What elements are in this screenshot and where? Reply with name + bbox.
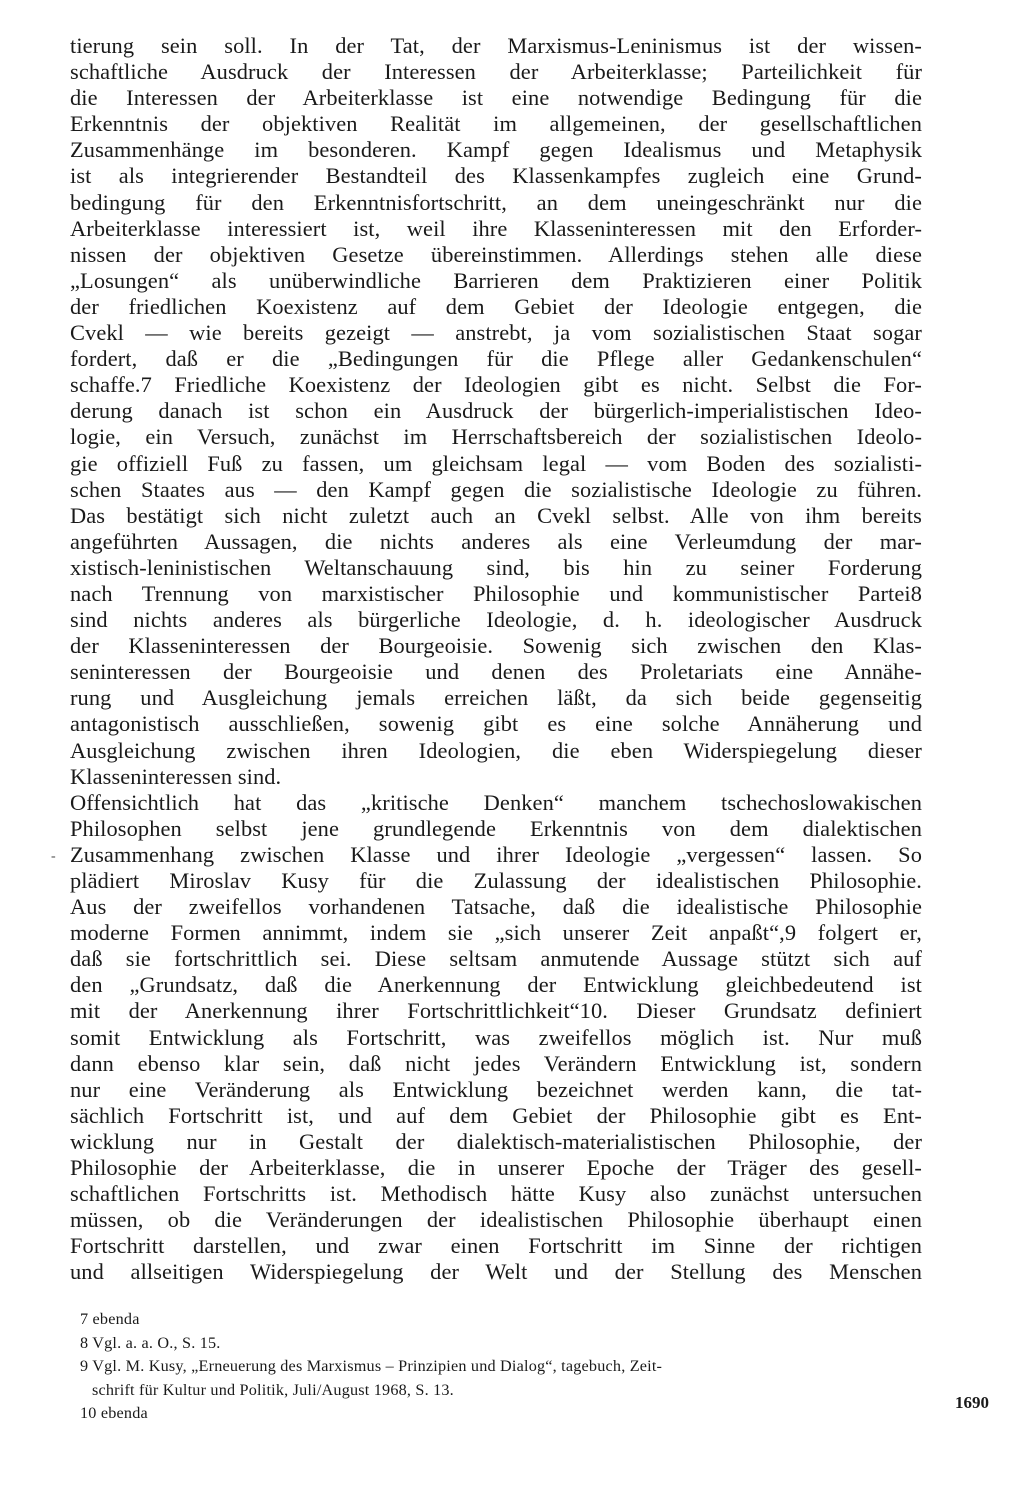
text-line: derung danach ist schon ein Ausdruck der bürgerlich-imperialistischen Ideo- bbox=[70, 398, 922, 424]
text-line: sind nichts anderes als bürgerliche Ideologie, d. h. ideologischer Ausdruck bbox=[70, 607, 922, 633]
text-line: ist als integrierender Bestandteil des Klassenkampfes zugleich eine Grund- bbox=[70, 163, 922, 189]
text-line: Offensichtlich hat das „kritische Denken“ manchem tschechoslowakischen bbox=[70, 789, 922, 815]
text-line: nissen der objektiven Gesetze übereinstimmen. Allerdings stehen alle diese bbox=[70, 241, 922, 267]
text-line: logie, ein Versuch, zunächst im Herrschaftsbereich der sozialistischen Ideolo- bbox=[70, 424, 922, 450]
text-line: Philosophie der Arbeiterklasse, die in unserer Epoche der Träger des gesell- bbox=[70, 1155, 922, 1181]
text-line: Zusammenhang zwischen Klasse und ihrer Ideologie „vergessen“ lassen. So bbox=[70, 841, 922, 867]
footnotes bbox=[80, 1308, 930, 1426]
text-line: bedingung für den Erkenntnisfortschritt, an dem uneingeschränkt nur die bbox=[70, 189, 922, 215]
text-line: Erkenntnis der objektiven Realität im allgemeinen, der gesellschaftlichen bbox=[70, 111, 922, 137]
text-line: seninteressen der Bourgeoisie und denen des Proletariats eine Annähe- bbox=[70, 659, 922, 685]
text-line: Cvekl — wie bereits gezeigt — anstrebt, ja vom sozialistischen Staat sogar bbox=[70, 320, 922, 346]
footnote-continuation: schrift für Kultur und Politik, Juli/August 1968, S. 13. bbox=[92, 1380, 454, 1399]
text-line: schen Staates aus — den Kampf gegen die sozialistische Ideologie zu führen. bbox=[70, 476, 922, 502]
text-line: Klasseninteressen sind. bbox=[70, 763, 282, 789]
text-line: schaffe.7 Friedliche Koexistenz der Ideologien gibt es nicht. Selbst die For- bbox=[70, 372, 922, 398]
footnote: 7 ebenda bbox=[80, 1310, 140, 1328]
text-line: den „Grundsatz, daß die Anerkennung der Entwicklung gleichbedeutend ist bbox=[70, 972, 922, 998]
text-line: der friedlichen Koexistenz auf dem Gebiet der Ideologie entgegen, die bbox=[70, 293, 922, 319]
text-line: Philosophen selbst jene grundlegende Erkenntnis von dem dialektischen bbox=[70, 815, 922, 841]
text-line: der Klasseninteressen der Bourgeoisie. Sowenig sich zwischen den Klas- bbox=[70, 633, 922, 659]
text-line: und allseitigen Widerspiegelung der Welt und der Stellung des Menschen bbox=[70, 1259, 922, 1285]
text-line: angeführten Aussagen, die nichts anderes als eine Verleumdung der mar- bbox=[70, 528, 922, 554]
footnote: 8 Vgl. a. a. O., S. 15. bbox=[80, 1333, 221, 1352]
text-line: schaftliche Ausdruck der Interessen der Arbeiterklasse; Parteilichkeit für bbox=[70, 59, 922, 85]
text-line: dann ebenso klar sein, daß nicht jedes Verändern Entwicklung ist, sondern bbox=[70, 1050, 922, 1076]
text-line: Das bestätigt sich nicht zuletzt auch an Cvekl selbst. Alle von ihm bereits bbox=[70, 502, 922, 528]
text-line: rung und Ausgleichung jemals erreichen läßt, da sich beide gegenseitig bbox=[70, 685, 922, 711]
text-line: wicklung nur in Gestalt der dialektisch-materialistischen Philosophie, der bbox=[70, 1128, 922, 1154]
text-line: sächlich Fortschritt ist, und auf dem Gebiet der Philosophie gibt es Ent- bbox=[70, 1102, 922, 1128]
text-line: moderne Formen annimmt, indem sie „sich unserer Zeit anpaßt“,9 folgert er, bbox=[70, 920, 922, 946]
text-line: tierung sein soll. In der Tat, der Marxismus-Leninismus ist der wissen- bbox=[70, 33, 922, 58]
text-line: somit Entwicklung als Fortschritt, was zweifellos möglich ist. Nur muß bbox=[70, 1024, 922, 1050]
text-line: fordert, daß er die „Bedingungen für die Pflege aller Gedankenschulen“ bbox=[70, 346, 922, 372]
footnote: 10 ebenda bbox=[80, 1404, 148, 1422]
text-line: gie offiziell Fuß zu fassen, um gleichsam legal — vom Boden des sozialisti- bbox=[70, 450, 922, 476]
text-line: die Interessen der Arbeiterklasse ist eine notwendige Bedingung für die bbox=[70, 85, 922, 111]
text-line: Ausgleichung zwischen ihren Ideologien, die eben Widerspiegelung dieser bbox=[70, 737, 922, 763]
text-line: „Losungen“ als unüberwindliche Barrieren dem Praktizieren einer Politik bbox=[70, 267, 922, 293]
text-line: antagonistisch ausschließen, sowenig gibt es eine solche Annäherung und bbox=[70, 711, 922, 737]
text-line: nach Trennung von marxistischer Philosophie und kommunistischer Partei8 bbox=[70, 580, 922, 606]
text-line: schaftlichen Fortschritts ist. Methodisch hätte Kusy also zunächst untersuchen bbox=[70, 1181, 922, 1207]
margin-mark: - bbox=[51, 849, 56, 864]
body-text bbox=[70, 33, 922, 1286]
text-line: müssen, ob die Veränderungen der idealistischen Philosophie überhaupt einen bbox=[70, 1207, 922, 1233]
text-line: Arbeiterklasse interessiert ist, weil ihre Klasseninteressen mit den Erforder- bbox=[70, 215, 922, 241]
text-line: mit der Anerkennung ihrer Fortschrittlichkeit“10. Dieser Grundsatz definiert bbox=[70, 998, 922, 1024]
text-line: Zusammenhänge im besonderen. Kampf gegen Idealismus und Metaphysik bbox=[70, 137, 922, 163]
footnote: 9 Vgl. M. Kusy, „Erneuerung des Marxismus – Prinzipien und Dialog“, tagebuch, Zeit- bbox=[80, 1357, 663, 1375]
page-number: 1690 bbox=[955, 1393, 989, 1412]
text-line: xistisch-leninistischen Weltanschauung sind, bis hin zu seiner Forderung bbox=[70, 554, 922, 580]
text-line: Fortschritt darstellen, und zwar einen Fortschritt im Sinne der richtigen bbox=[70, 1233, 922, 1259]
text-line: plädiert Miroslav Kusy für die Zulassung der idealistischen Philosophie. bbox=[70, 868, 922, 893]
text-line: nur eine Veränderung als Entwicklung bezeichnet werden kann, die tat- bbox=[70, 1076, 922, 1102]
text-line: Aus der zweifellos vorhandenen Tatsache, daß die idealistische Philosophie bbox=[70, 894, 922, 920]
text-line: daß sie fortschrittlich sei. Diese seltsam anmutende Aussage stützt sich auf bbox=[70, 946, 922, 972]
